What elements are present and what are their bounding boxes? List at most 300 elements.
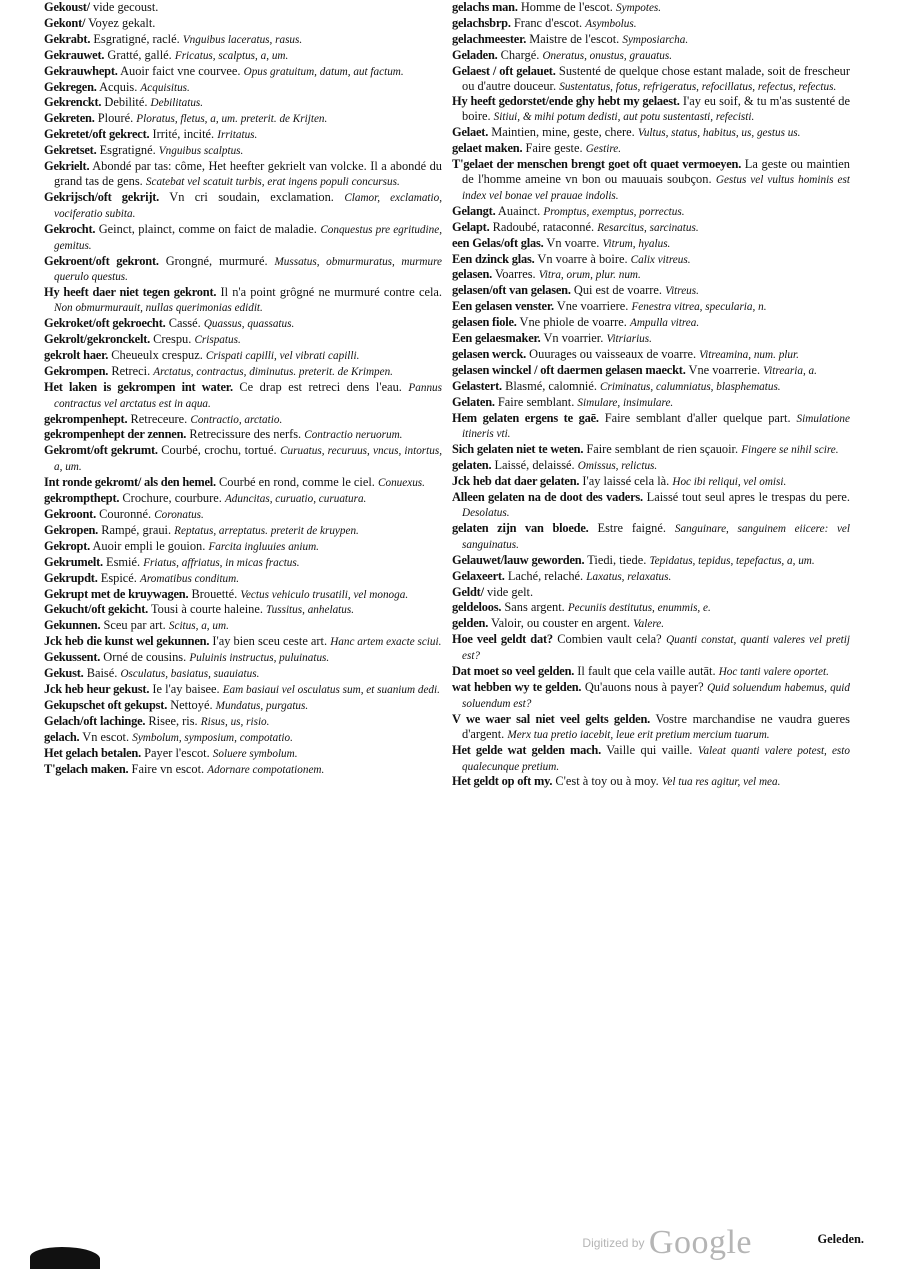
headword: Gekropen. — [44, 522, 99, 537]
dictionary-entry — [44, 285, 442, 316]
catchword: Geleden. — [817, 1232, 864, 1246]
french-gloss: Valoir, ou couster en argent. — [491, 616, 630, 631]
headword: Alleen gelaten na de doot des vaders. — [452, 490, 643, 505]
latin-gloss: Gestus vel vultus hominis est index vel bonae vel prauae indolis. — [462, 173, 850, 202]
headword: Hoe veel geldt dat? — [452, 632, 553, 647]
headword: gekrompenhept der zennen. — [44, 427, 187, 442]
french-gloss: Qu'auons nous à payer? — [584, 679, 704, 694]
french-gloss: Laissé, delaissé. — [494, 458, 575, 473]
headword: Het laken is gekrompen int water. — [44, 379, 233, 394]
headword: gelasen werck. — [452, 346, 527, 361]
french-gloss: Laissé tout seul apres le trespas du pere. — [646, 490, 850, 505]
latin-gloss: Coronatus. — [154, 509, 204, 521]
headword: Gelach/oft lachinge. — [44, 713, 146, 728]
dictionary-entry — [44, 523, 442, 539]
latin-gloss: Debilitatus. — [150, 97, 204, 110]
dictionary-entry — [44, 127, 442, 143]
dictionary-entry — [452, 16, 850, 32]
french-gloss: Retreci. — [111, 363, 151, 378]
french-gloss: Auoir empli le gouion. — [92, 538, 206, 553]
headword: Gekreten. — [44, 111, 95, 126]
latin-gloss: Crispati capilli, vel vibrati capilli. — [205, 349, 360, 362]
latin-gloss: Vectus vehiculo trusatili, vel monoga. — [240, 588, 409, 601]
french-gloss: Cassé. — [168, 316, 201, 331]
latin-gloss: Vitra, orum, plur. num. — [538, 269, 641, 282]
headword: Gekropt. — [44, 538, 91, 553]
latin-gloss: Vel tua res agitur, vel mea. — [661, 776, 781, 789]
french-gloss: Couronné. — [99, 507, 152, 521]
headword: gelasen. — [452, 267, 493, 282]
dictionary-entry — [44, 48, 442, 64]
latin-gloss: Vitriarius. — [606, 333, 652, 346]
dictionary-entry — [452, 32, 850, 48]
french-gloss: Risee, ris. — [148, 713, 198, 728]
french-gloss: C'est à toy ou à moy. — [555, 774, 659, 789]
latin-gloss: Simulare, insimulare. — [577, 396, 674, 409]
dictionary-entry — [452, 125, 850, 141]
french-gloss: Retrecissure des nerfs. — [189, 427, 302, 442]
right-column — [452, 0, 850, 1250]
latin-gloss: Valeat quanti valere potest, esto qualecunque pretium. — [462, 744, 850, 773]
latin-gloss: Pannus contractus vel arctatus est in aqua. — [54, 381, 442, 410]
dictionary-entry — [452, 680, 850, 712]
dictionary-entry — [452, 664, 850, 680]
french-gloss: Ce drap est retreci dens l'eau. — [239, 379, 402, 394]
watermark-prefix: Digitized by — [582, 1236, 645, 1250]
dictionary-entry — [44, 111, 442, 127]
french-gloss: Ie l'ay baisee. — [152, 681, 220, 696]
latin-gloss: Clamor, exclamatio, vociferatio subita. — [54, 191, 442, 220]
latin-gloss: Adornare compotationem. — [207, 763, 325, 776]
latin-gloss: Eam basiaui vel osculatus sum, et suanium dedi. — [222, 683, 440, 696]
dictionary-entry — [452, 712, 850, 743]
dictionary-entry — [452, 283, 850, 299]
latin-gloss: Quid soluendum habemus, quid soluendum est? — [462, 681, 850, 710]
headword: Gelaten. — [452, 394, 495, 409]
dictionary-entry — [452, 220, 850, 236]
french-gloss: Tiedi, tiede. — [587, 552, 647, 567]
french-gloss: Estre faigné. — [597, 520, 666, 535]
latin-gloss: Crispatus. — [194, 334, 241, 347]
headword: Jck heb dat daer gelaten. — [452, 474, 580, 489]
dictionary-entry — [452, 204, 850, 220]
french-gloss: Esmié. — [106, 554, 141, 569]
headword: gelach. — [44, 729, 80, 744]
dictionary-entry — [452, 236, 850, 252]
latin-gloss: Mundatus, purgatus. — [215, 699, 309, 712]
latin-gloss: Vitrum, hyalus. — [602, 237, 671, 250]
dictionary-entry — [452, 157, 850, 204]
headword: Hy heeft daer niet tegen gekront. — [44, 285, 217, 300]
dictionary-entry — [44, 443, 442, 475]
french-gloss: Sans argent. — [504, 600, 565, 615]
dictionary-entry — [452, 616, 850, 632]
dictionary-entry — [44, 348, 442, 364]
latin-gloss: Desolatus. — [462, 507, 510, 519]
latin-gloss: Sympotes. — [616, 2, 662, 14]
dictionary-entry — [452, 347, 850, 363]
dictionary-entry — [452, 600, 850, 616]
headword: Gelangt. — [452, 203, 496, 218]
headword: Gekust. — [44, 666, 84, 681]
latin-gloss: Ploratus, fletus, a, um. preterit. de Krijten. — [136, 113, 328, 126]
headword: Gekromt/oft gekrumt. — [44, 443, 158, 458]
headword: Gekrenckt. — [44, 95, 102, 110]
french-gloss: Irrité, incité. — [152, 127, 215, 142]
french-gloss: Retreceure. — [130, 411, 188, 426]
french-gloss: Baisé. — [86, 666, 118, 681]
french-gloss: Vn voarrier. — [543, 331, 604, 346]
french-gloss: Radoubé, rataconné. — [492, 219, 595, 234]
dictionary-entry — [44, 587, 442, 603]
dictionary-entry — [44, 650, 442, 666]
headword: Int ronde gekromt/ als den hemel. — [44, 475, 216, 490]
headword: gelachsbrp. — [452, 15, 511, 30]
latin-gloss: Conuexus. — [378, 477, 425, 490]
dictionary-entry — [452, 442, 850, 458]
french-gloss: I'ay eu soif, & tu m'as sustenté de boire. — [462, 94, 850, 124]
headword: Gekroent/oft gekront. — [44, 253, 159, 268]
latin-gloss: Sanguinare, sanguinem eiicere: vel sanguinatus. — [462, 522, 850, 551]
latin-gloss: Gestire. — [585, 143, 622, 156]
latin-gloss: Quanti constat, quanti valeres vel pretij est? — [462, 634, 850, 663]
headword: T'gelach maken. — [44, 761, 129, 776]
french-gloss: Vaille qui vaille. — [606, 742, 693, 757]
dictionary-entry — [452, 363, 850, 379]
latin-gloss: Irritatus. — [217, 129, 258, 142]
french-gloss: Esgratigné, raclé. — [93, 31, 180, 46]
latin-gloss: Tussitus, anhelatus. — [266, 604, 355, 617]
watermark-brand: Google — [648, 1224, 752, 1261]
latin-gloss: Aduncitas, curuatio, curuatura. — [224, 493, 367, 506]
dictionary-entry — [44, 507, 442, 523]
headword: gelaten zijn van bloede. — [452, 520, 589, 535]
dictionary-entry — [452, 474, 850, 490]
french-gloss: Sustenté de quelque chose estant malade, soit de frescheur ou d'autre douceur. — [462, 63, 850, 93]
latin-gloss: Scatebat vel scatuit turbis, erat ingens populi concursus. — [145, 175, 400, 188]
french-gloss: Abondé par tas: côme, Het heefter gekrielt van volcke. Il a abondé du grand tas de gens. — [54, 159, 442, 188]
latin-gloss: Opus gratuitum, datum, aut factum. — [243, 65, 404, 78]
latin-gloss: Hanc artem exacte sciui. — [330, 636, 442, 649]
headword: Gekussent. — [44, 650, 101, 665]
dictionary-entry — [44, 412, 442, 428]
dictionary-entry — [452, 315, 850, 331]
french-gloss: Vne voarriere. — [556, 299, 629, 314]
latin-gloss: Ampulla vitrea. — [629, 317, 700, 330]
headword: gekrolt haer. — [44, 347, 109, 362]
french-gloss: Courbé en rond, comme le ciel. — [219, 475, 375, 490]
dictionary-entry — [44, 730, 442, 746]
latin-gloss: Aromatibus conditum. — [140, 572, 240, 585]
dictionary-entry — [44, 254, 442, 286]
latin-gloss: Omissus, relictus. — [577, 460, 658, 473]
french-gloss: Faire semblant de rien sçauoir. — [586, 442, 739, 457]
french-gloss: Chargé. — [500, 47, 540, 62]
latin-gloss: Curuatus, recuruus, vncus, intortus, a, um. — [54, 445, 442, 474]
latin-gloss: Quassus, quassatus. — [203, 318, 295, 331]
headword: Gekrauwhept. — [44, 63, 118, 78]
headword: Gelastert. — [452, 378, 502, 393]
french-gloss: Faire vn escot. — [131, 761, 205, 776]
latin-gloss: Reptatus, arreptatus. preterit de kruypen. — [174, 524, 359, 537]
dictionary-entry — [44, 698, 442, 714]
headword: Gelauwet/lauw geworden. — [452, 552, 585, 567]
french-gloss: Brouetté. — [191, 586, 238, 601]
latin-gloss: Criminatus, calumniatus, blasphematus. — [600, 380, 781, 393]
french-gloss: Faire semblant. — [497, 394, 575, 409]
latin-gloss: Asymbolus. — [585, 17, 637, 30]
french-gloss: Espicé. — [100, 570, 137, 585]
dictionary-entry — [44, 714, 442, 730]
french-gloss: Maintien, mine, geste, chere. — [491, 125, 635, 140]
latin-gloss: Puluinis instructus, puluinatus. — [189, 652, 330, 665]
dictionary-entry — [44, 95, 442, 111]
latin-gloss: Fricatus, scalptus, a, um. — [174, 49, 289, 62]
french-gloss: Geinct, plainct, comme on faict de maladie. — [98, 221, 317, 236]
headword: Een gelaesmaker. — [452, 331, 541, 346]
latin-gloss: Vnguibus scalptus. — [158, 145, 244, 158]
french-gloss: vide gelt. — [486, 584, 534, 599]
headword: gelaten. — [452, 458, 492, 473]
headword: Gekretset. — [44, 143, 97, 158]
french-gloss: Laché, relaché. — [507, 568, 584, 583]
french-gloss: Grongné, murmuré. — [165, 253, 268, 268]
french-gloss: Vne phiole de voarre. — [519, 315, 627, 330]
french-gloss: Vn voarre à boire. — [537, 251, 628, 266]
latin-gloss: Calix vitreus. — [630, 253, 691, 266]
french-gloss: Combien vault cela? — [557, 632, 662, 647]
french-gloss: Qui est de voarre. — [573, 283, 662, 298]
french-gloss: Faire geste. — [525, 141, 583, 156]
dictionary-entry — [452, 458, 850, 474]
latin-gloss: Conquestus pre egritudine, gemitus. — [54, 223, 442, 252]
dictionary-entry — [44, 0, 442, 16]
dictionary-entry — [44, 364, 442, 380]
french-gloss: Nettoyé. — [170, 697, 213, 712]
french-gloss: Plouré. — [97, 111, 134, 126]
latin-gloss: Valere. — [633, 618, 665, 631]
headword: Het gelde wat gelden mach. — [452, 742, 601, 757]
headword: geldeloos. — [452, 600, 502, 615]
headword: Gekucht/oft gekicht. — [44, 602, 149, 617]
headword: Gekont/ — [44, 15, 86, 30]
dictionary-entry — [44, 222, 442, 254]
headword: Gekroont. — [44, 507, 97, 521]
dictionary-entry — [452, 632, 850, 664]
dictionary-entry — [452, 94, 850, 125]
dictionary-entry — [44, 602, 442, 618]
headword: gelachmeester. — [452, 31, 527, 46]
latin-gloss: Vnguibus laceratus, rasus. — [182, 33, 303, 46]
latin-gloss: Tepidatus, tepidus, tepefactus, a, um. — [649, 554, 815, 567]
dictionary-entry — [452, 299, 850, 315]
dictionary-entry — [452, 521, 850, 553]
latin-gloss: Laxatus, relaxatus. — [586, 570, 672, 583]
headword: gelden. — [452, 616, 489, 631]
headword: Jck heb die kunst wel gekunnen. — [44, 634, 210, 649]
french-gloss: Payer l'escot. — [144, 745, 210, 760]
french-gloss: Vn voarre. — [546, 235, 600, 250]
dictionary-entry — [44, 190, 442, 222]
latin-gloss: Promptus, exemptus, porrectus. — [543, 205, 685, 218]
french-gloss: Sceu par art. — [103, 618, 166, 633]
headword: Een gelasen venster. — [452, 299, 554, 314]
dictionary-entry — [44, 80, 442, 96]
latin-gloss: Farcita ingluuies anium. — [208, 540, 319, 553]
dictionary-entry — [44, 32, 442, 48]
dictionary-entry — [44, 143, 442, 159]
french-gloss: I'ay laissé cela là. — [582, 474, 670, 489]
headword: Gekrauwet. — [44, 47, 105, 62]
dictionary-entry — [452, 267, 850, 283]
headword: Sich gelaten niet te weten. — [452, 442, 584, 457]
headword: Gekunnen. — [44, 618, 101, 633]
dictionary-entry — [44, 618, 442, 634]
headword: Gekrabt. — [44, 31, 91, 46]
french-gloss: Orné de cousins. — [103, 650, 187, 665]
latin-gloss: Friatus, affriatus, in micas fractus. — [143, 556, 300, 569]
headword: Geldt/ — [452, 584, 484, 599]
headword: Gelaest / oft gelauet. — [452, 63, 556, 78]
latin-gloss: Pecuniis destitutus, enummis, e. — [567, 602, 711, 615]
latin-gloss: Symbolum, symposium, compotatio. — [132, 731, 293, 744]
headword: wat hebben wy te gelden. — [452, 679, 582, 694]
french-gloss: Esgratigné. — [99, 143, 156, 158]
dictionary-entry — [452, 331, 850, 347]
headword: Hem gelaten ergens te gaē. — [452, 410, 599, 425]
headword: gelaet maken. — [452, 141, 523, 156]
latin-gloss: Vitrearia, a. — [763, 364, 817, 377]
french-gloss: Tousi à courte haleine. — [150, 602, 263, 617]
headword: Het geldt op oft my. — [452, 774, 553, 789]
french-gloss: Courbé, crochu, tortué. — [161, 443, 277, 458]
dictionary-entry — [452, 0, 850, 16]
latin-gloss: Acquisitus. — [140, 81, 190, 94]
left-column — [44, 0, 442, 1250]
headword: Gekrumelt. — [44, 554, 103, 569]
french-gloss: Acquis. — [99, 79, 138, 94]
french-gloss: Il n'a point grôgné ne murmuré contre cela. — [220, 285, 442, 300]
french-gloss: La geste ou maintien de l'homme ameine vn bon ou mauuais soubçon. — [462, 157, 850, 186]
latin-gloss: Simulatione itineris vti. — [462, 412, 850, 441]
dictionary-entry — [44, 666, 442, 682]
headword: Hy heeft gedorstet/ende ghy hebt my gelaest. — [452, 94, 680, 109]
dictionary-entry — [452, 569, 850, 585]
headword: gelasen winckel / oft daermen gelasen maeckt. — [452, 362, 686, 377]
french-gloss: Rampé, graui. — [101, 522, 172, 537]
dictionary-entry — [44, 380, 442, 412]
dictionary-entry — [44, 539, 442, 555]
headword: een Gelas/oft glas. — [452, 235, 544, 250]
headword: V we waer sal niet veel gelts gelden. — [452, 711, 651, 726]
latin-gloss: Mussatus, obmurmuratus, murmure querulo questus. — [54, 255, 442, 284]
headword: Gekrolt/gekronckelt. — [44, 332, 151, 347]
digitized-watermark — [582, 1224, 752, 1262]
headword: Gekrompen. — [44, 363, 109, 378]
headword: gelasen fiole. — [452, 315, 517, 330]
french-gloss: Franc d'escot. — [513, 15, 583, 30]
french-gloss: Crespu. — [153, 332, 192, 347]
latin-gloss: Contractio neruorum. — [304, 429, 403, 442]
french-gloss: Vne voarrerie. — [688, 362, 761, 377]
latin-gloss: Oneratus, onustus, grauatus. — [542, 49, 673, 62]
latin-gloss: Resarcitus, sarcinatus. — [597, 221, 699, 234]
dictionary-entry — [44, 159, 442, 190]
french-gloss: Blasmé, calomnié. — [505, 378, 597, 393]
latin-gloss: Contractio, arctatio. — [190, 413, 283, 426]
french-gloss: Voyez gekalt. — [88, 15, 156, 30]
latin-gloss: Scitus, a, um. — [168, 620, 229, 633]
headword: Dat moet so veel gelden. — [452, 664, 575, 679]
headword: Gekoust/ — [44, 0, 90, 14]
headword: T'gelaet der menschen brengt goet oft quaet vermoeyen. — [452, 157, 742, 172]
dictionary-entry — [452, 743, 850, 775]
french-gloss: Maistre de l'escot. — [529, 31, 620, 46]
dictionary-entry — [44, 555, 442, 571]
latin-gloss: Osculatus, basiatus, suauiatus. — [120, 668, 260, 681]
ink-blot — [30, 1247, 100, 1269]
dictionary-entry — [452, 411, 850, 443]
dictionary-entry — [452, 553, 850, 569]
latin-gloss: Non obmurmurauit, nullas querimonias edidit. — [54, 302, 263, 315]
dictionary-entry — [44, 491, 442, 507]
french-gloss: Vn cri soudain, exclamation. — [169, 189, 334, 204]
dictionary-entry — [452, 379, 850, 395]
headword: gelasen/oft van gelasen. — [452, 283, 571, 298]
latin-gloss: Fenestra vitrea, specularia, n. — [631, 301, 767, 314]
headword: Gekrupt met de kruywagen. — [44, 586, 189, 601]
french-gloss: Auainct. — [497, 203, 541, 218]
dictionary-entry — [44, 16, 442, 32]
french-gloss: Faire semblant d'aller quelque part. — [604, 410, 791, 425]
french-gloss: Voarres. — [494, 267, 536, 282]
french-gloss: Auoir faict vne courvee. — [120, 63, 241, 78]
dictionary-entry — [44, 64, 442, 80]
latin-gloss: Vitreus. — [665, 285, 699, 298]
headword: Gelaet. — [452, 125, 489, 140]
dictionary-entry — [452, 585, 850, 601]
french-gloss: Ouurages ou vaisseaux de voarre. — [529, 346, 697, 361]
headword: Gelapt. — [452, 219, 490, 234]
headword: Gekrupdt. — [44, 570, 98, 585]
headword: Gekroket/oft gekroecht. — [44, 316, 166, 331]
dictionary-entry — [452, 490, 850, 521]
french-gloss: vide gecoust. — [93, 0, 159, 14]
latin-gloss: Vultus, status, habitus, us, gestus us. — [637, 127, 801, 140]
dictionary-entry — [44, 316, 442, 332]
dictionary-entry — [452, 395, 850, 411]
headword: Het gelach betalen. — [44, 745, 142, 760]
headword: gelachs man. — [452, 0, 518, 14]
dictionary-entry — [452, 252, 850, 268]
latin-gloss: Fingere se nihil scire. — [741, 444, 839, 457]
headword: Gelaxeert. — [452, 568, 505, 583]
headword: Geladen. — [452, 47, 498, 62]
headword: Jck heb heur gekust. — [44, 681, 150, 696]
dictionary-entry — [44, 634, 442, 650]
latin-gloss: Symposiarcha. — [622, 33, 689, 46]
french-gloss: Homme de l'escot. — [520, 0, 613, 14]
headword: Gekrielt. — [44, 159, 90, 174]
dictionary-entry — [44, 332, 442, 348]
dictionary-entry — [452, 64, 850, 95]
french-gloss: Cheueulx crespuz. — [111, 347, 203, 362]
latin-gloss: Risus, us, risio. — [200, 715, 270, 728]
dictionary-entry — [44, 475, 442, 491]
french-gloss: Vn escot. — [82, 729, 130, 744]
dictionary-entry — [452, 48, 850, 64]
headword: Gekrijsch/oft gekrijt. — [44, 189, 160, 204]
